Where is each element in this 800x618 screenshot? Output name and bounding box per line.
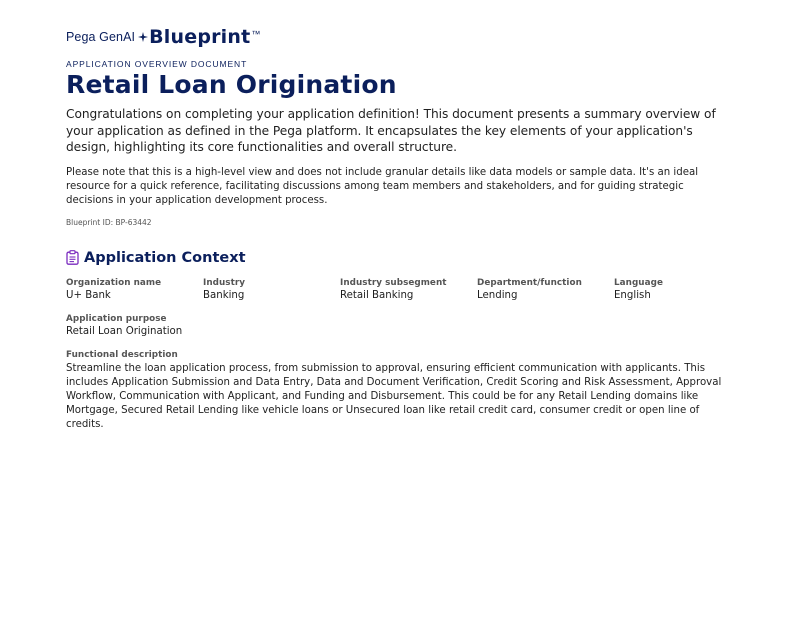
brand-trademark: ™ <box>251 29 261 39</box>
brand-blueprint: Blueprint <box>149 26 251 48</box>
field-value: Retail Loan Origination <box>66 325 183 337</box>
field-value: U+ Bank <box>66 289 111 301</box>
field-organization <box>66 278 203 301</box>
field-label: Functional description <box>66 349 178 360</box>
field-label: Industry subsegment <box>340 277 447 288</box>
field-language <box>614 278 734 301</box>
field-label: Industry <box>203 277 246 288</box>
field-industry <box>203 278 340 301</box>
field-label: Department/function <box>477 277 582 288</box>
clipboard-icon <box>66 250 79 265</box>
field-value: Retail Banking <box>340 289 414 301</box>
field-department <box>477 278 614 301</box>
brand-logo <box>66 26 734 48</box>
field-value: Banking <box>203 289 245 301</box>
document-eyebrow: APPLICATION OVERVIEW DOCUMENT <box>66 59 248 69</box>
spark-icon <box>138 32 148 42</box>
field-value: English <box>614 289 651 301</box>
application-context-header <box>66 250 734 266</box>
intro-paragraph: Congratulations on completing your application definition! This document presents a summary overview of your application as defined in the Pega platform. It encapsulates the key elements of your application's design, highlighting its core functionalities and overall structure. <box>66 107 716 154</box>
field-application-purpose <box>66 314 734 337</box>
page-title: Retail Loan Origination <box>66 70 397 99</box>
field-value: Lending <box>477 289 518 301</box>
field-value: Streamline the loan application process, from submission to approval, ensuring efficient communication with applicants. This includes Application Submission and Data Entry, Data and Document Verification, Credit Scoring and Risk Assessment, Approval Workflow, Communication with Applicant, and Funding and Disbursement. This could be for any Retail Lending domains like Mortgage, Secured Retail Lending like vehicle loans or Unsecured loan like retail credit card, consumer credit or open line of credits. <box>66 362 722 430</box>
note-paragraph: Please note that this is a high-level view and does not include granular details like data models or sample data. It's an ideal resource for a quick reference, facilitating discussions among team members and stakeholders, and for guiding strategic decisions in your application development process. <box>66 166 699 206</box>
field-label: Application purpose <box>66 313 167 324</box>
field-label: Organization name <box>66 277 162 288</box>
field-functional-description <box>66 350 734 432</box>
section-title: Application Context <box>84 249 246 266</box>
field-industry-subsegment <box>340 278 477 301</box>
blueprint-id: Blueprint ID: BP-63442 <box>66 217 152 227</box>
context-fields <box>66 278 734 301</box>
brand-pega-genai: Pega GenAI <box>66 30 136 44</box>
field-label: Language <box>614 277 663 288</box>
